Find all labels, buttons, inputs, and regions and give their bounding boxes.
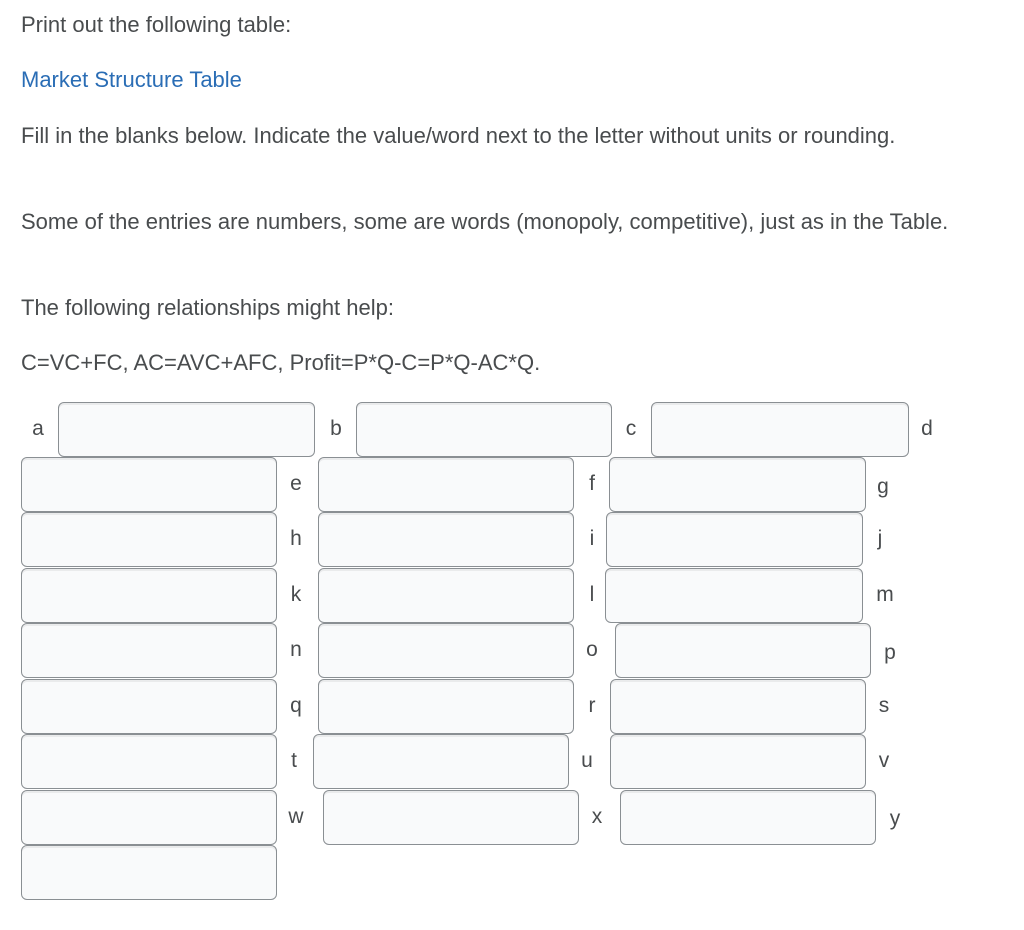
blank-r[interactable] xyxy=(318,679,574,734)
label-g: g xyxy=(877,475,889,498)
blank-m[interactable] xyxy=(605,568,863,623)
instruction-print-table: Print out the following table: xyxy=(21,12,292,37)
instruction-fill-blanks: Fill in the blanks below. Indicate the value/word next to the letter without units or rounding. xyxy=(21,123,896,148)
market-structure-table-link-row xyxy=(21,64,242,95)
blank-h[interactable] xyxy=(21,512,277,567)
label-s: s xyxy=(878,694,890,717)
label-i: i xyxy=(589,527,595,550)
blank-f[interactable] xyxy=(318,457,574,512)
blank-z[interactable] xyxy=(21,845,277,900)
label-e: e xyxy=(290,472,302,495)
label-w: w xyxy=(288,805,304,828)
label-x: x xyxy=(591,805,603,828)
label-c: c xyxy=(625,417,637,440)
blank-g[interactable] xyxy=(609,457,866,512)
label-y: y xyxy=(889,807,901,830)
label-o: o xyxy=(586,638,598,661)
label-h: h xyxy=(290,527,302,550)
blank-b[interactable] xyxy=(356,402,612,457)
label-u: u xyxy=(581,749,593,772)
blank-c[interactable] xyxy=(651,402,909,457)
instruction-entries-note: Some of the entries are numbers, some are words (monopoly, competitive), just as in the Table. xyxy=(21,209,949,234)
blank-s[interactable] xyxy=(610,679,866,734)
blank-k[interactable] xyxy=(21,568,277,623)
blank-p[interactable] xyxy=(615,623,871,678)
label-r: r xyxy=(588,694,596,717)
instruction-relationships: The following relationships might help: xyxy=(21,295,394,320)
blank-x[interactable] xyxy=(323,790,579,845)
blank-a[interactable] xyxy=(58,402,315,457)
blank-q[interactable] xyxy=(21,679,277,734)
label-v: v xyxy=(878,749,890,772)
label-m: m xyxy=(876,583,894,606)
label-p: p xyxy=(884,641,896,664)
blank-l[interactable] xyxy=(318,568,574,623)
blank-w[interactable] xyxy=(21,790,277,845)
label-n: n xyxy=(290,638,302,661)
blank-e[interactable] xyxy=(21,457,277,512)
blank-n[interactable] xyxy=(21,623,277,678)
blank-u[interactable] xyxy=(313,734,569,789)
blank-i[interactable] xyxy=(318,512,574,567)
label-a: a xyxy=(32,417,44,440)
label-f: f xyxy=(589,472,595,495)
formulas: C=VC+FC, AC=AVC+AFC, Profit=P*Q-C=P*Q-AC*Q. xyxy=(21,350,541,375)
label-l: l xyxy=(589,583,595,606)
blank-j[interactable] xyxy=(606,512,863,567)
blank-y[interactable] xyxy=(620,790,876,845)
label-t: t xyxy=(291,749,297,772)
blank-t[interactable] xyxy=(21,734,277,789)
label-k: k xyxy=(290,583,302,606)
market-structure-table-link[interactable]: Market Structure Table xyxy=(21,67,242,92)
blank-v[interactable] xyxy=(610,734,866,789)
blank-o[interactable] xyxy=(318,623,574,678)
label-j: j xyxy=(877,527,883,550)
label-q: q xyxy=(290,694,302,717)
label-d: d xyxy=(921,417,933,440)
label-b: b xyxy=(330,417,342,440)
